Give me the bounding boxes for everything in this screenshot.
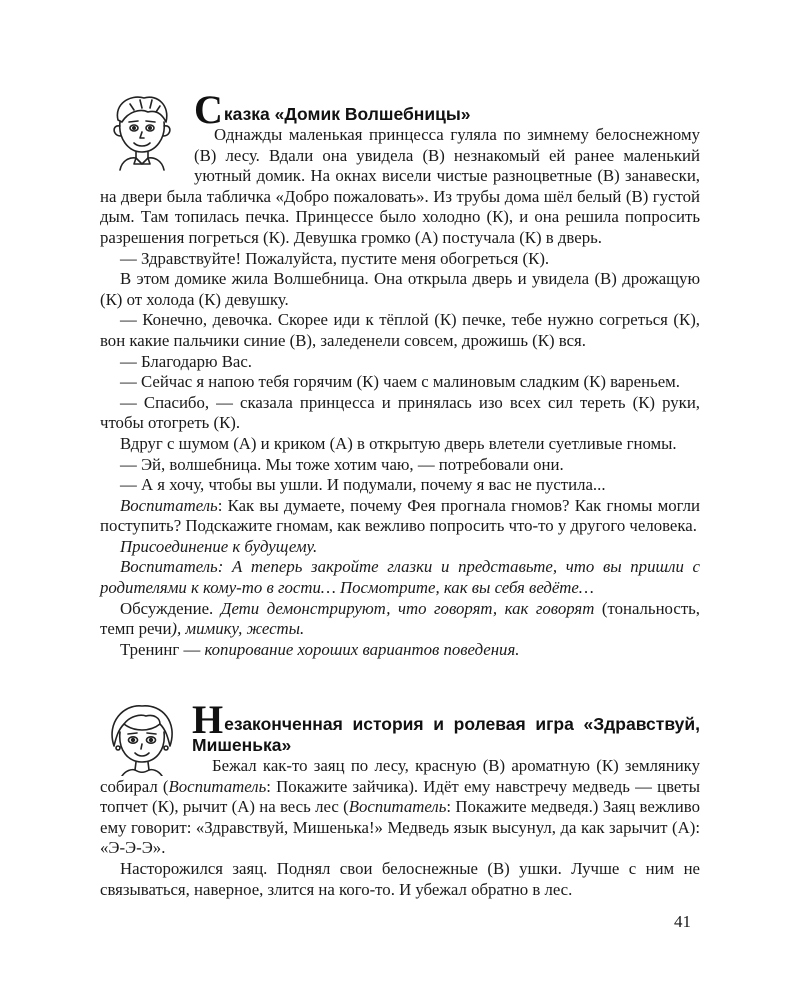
paragraph: Насторожился заяц. Поднял свои белоснежные (В) ушки. Лучше с ним не связываться, наверное, злится на кого-то. И убежал обратно в лес. — [100, 858, 700, 899]
paragraph: Воспитатель: Как вы думаете, почему Фея прогнала гномов? Как гномы могли поступить? Подскажите гномам, как вежливо попросить что-то у другого человека. — [100, 495, 700, 536]
paragraph: Вдруг с шумом (А) и криком (А) в открытую дверь влетели суетливые гномы. — [120, 433, 677, 453]
paragraph: Однажды маленькая принцесса гуляла по зимнему белоснежному (В) лесу. Вдали она увидела (В) незнакомый ей ранее маленький уютный домик. На окнах висели чистые разноцветные (В) занавески, на двери была табличка «Добро пожаловать». Из трубы дома шёл белый (В) густой дым. Там топилась печка. Принцессе было холодно (К), и она решила попросить разрешения погреться (К). Девушка громко (А) постучала (К) в дверь. — [100, 125, 700, 247]
section-title: Сказка «Домик Волшебницы» — [194, 87, 471, 132]
section-title: Незаконченная история и ролевая игра «Здравствуй, Мишенька» — [192, 697, 700, 755]
paragraph: — А я хочу, чтобы вы ушли. И подумали, почему я вас не пустила... — [120, 475, 606, 495]
paragraph: — Сейчас я напою тебя горячим (К) чаем с малиновым сладким (К) вареньем. — [120, 372, 680, 392]
boy-illustration-icon — [100, 90, 186, 172]
section-tale — [100, 87, 700, 660]
paragraph: — Благодарю Вас. — [120, 351, 252, 371]
section-story — [100, 697, 700, 900]
paragraph: — Конечно, девочка. Скорее иди к тёплой (К) печке, тебе нужно согреться (К), вон какие пальчики синие (В), заледенели совсем, дрожишь (К) вся. — [100, 310, 700, 350]
paragraph: — Здравствуйте! Пожалуйста, пустите меня обогреться (К). — [120, 248, 550, 268]
paragraph: Обсуждение. Дети демонстрируют, что говорят, как говорят (тональность, темп речи), мимику, жесты. — [100, 598, 700, 639]
paragraph: Присоединение к будущему. — [120, 536, 318, 556]
paragraph: — Эй, волшебница. Мы тоже хотим чаю, — потребовали они. — [120, 454, 564, 474]
paragraph: Тренинг — копирование хороших вариантов поведения. — [120, 639, 520, 659]
paragraph: Воспитатель: А теперь закройте глазки и представьте, что вы пришли с родителями к кому-то в гости… Посмотрите, как вы себя ведёте… — [100, 557, 700, 598]
page-number: 41 — [674, 912, 691, 931]
paragraph: — Спасибо, — сказала принцесса и принялась изо всех сил тереть (К) руки, чтобы отогреть (К). — [100, 392, 700, 433]
paragraph: В этом домике жила Волшебница. Она открыла дверь и увидела (В) дрожащую (К) от холода (К) девушку. — [100, 269, 700, 309]
girl-illustration-icon — [100, 702, 184, 776]
paragraph: Бежал как-то заяц по лесу, красную (В) ароматную (К) землянику собирал (Воспитатель: Покажите зайчика). Идёт ему навстречу медведь — цветы топчет (К), рычит (А) на весь лес (Воспитатель: Покажите медведя.) Заяц вежливо ему говорит: «Здравствуй, Мишенька!» Медведь язык высунул, да как зарычит (А): «Э-Э-Э». — [100, 756, 700, 858]
